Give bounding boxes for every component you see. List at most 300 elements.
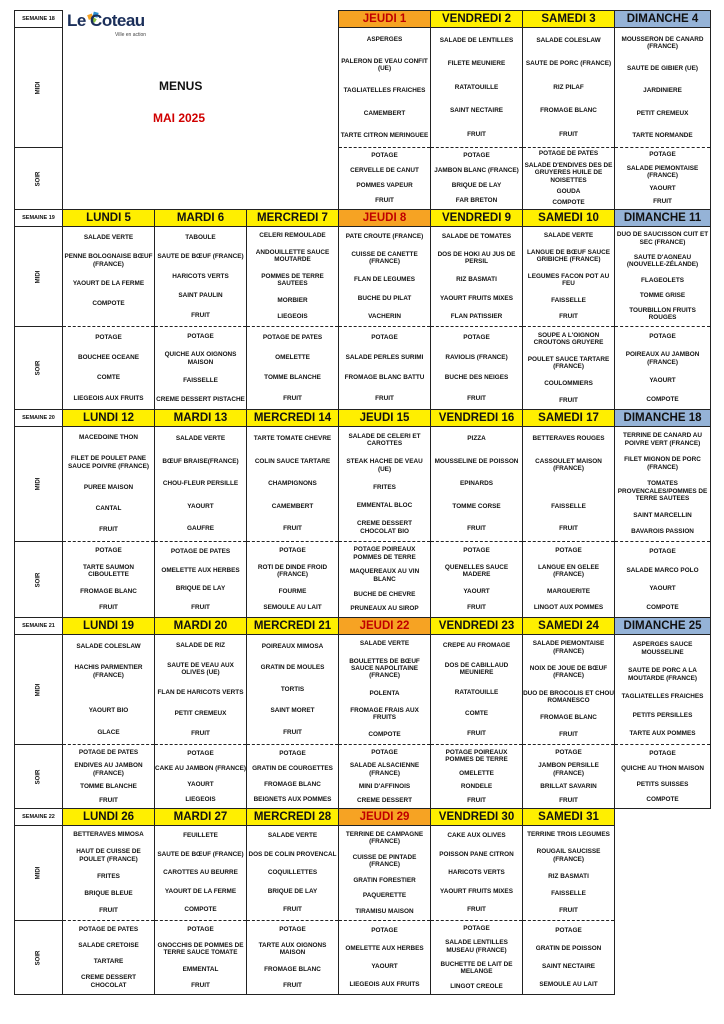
menu-item: SAINT NECTAIRE bbox=[541, 962, 596, 970]
menu-item: SEMOULE AU LAIT bbox=[539, 980, 598, 988]
menu-item: MAQUEREAUX AU VIN BLANC bbox=[349, 568, 420, 583]
meal-items bbox=[523, 636, 614, 744]
meal-items bbox=[247, 746, 338, 808]
menu-item: ANDOUILLETTE SAUCE MOUTARDE bbox=[255, 248, 330, 264]
menu-item: FRUIT bbox=[559, 907, 578, 915]
midi-cell bbox=[155, 227, 247, 327]
menu-item: BETTERAVES MIMOSA bbox=[73, 831, 144, 839]
menu-item: POTAGE bbox=[187, 332, 214, 340]
menu-item: SEMOULE AU LAIT bbox=[263, 604, 322, 612]
day-header: SAMEDI 17 bbox=[523, 410, 615, 427]
menu-item: FILET DE POULET PANE SAUCE POIVRE (FRANCE) bbox=[68, 455, 149, 470]
menu-item: FRUIT bbox=[559, 731, 578, 739]
day-header: SAMEDI 10 bbox=[523, 210, 615, 227]
meal-items bbox=[339, 149, 430, 209]
meal-items bbox=[155, 746, 246, 808]
soir-cell bbox=[523, 542, 615, 618]
menu-item: SAUTE DE BŒUF (FRANCE) bbox=[157, 850, 244, 858]
menu-item: FROMAGE BLANC bbox=[264, 780, 321, 788]
menu-item: YAOURT bbox=[371, 962, 398, 970]
menu-item: COMPOTE bbox=[646, 603, 679, 611]
midi-cell bbox=[431, 826, 523, 921]
menu-item: FROMAGE FRAIS AUX FRUITS bbox=[350, 706, 419, 722]
menu-item: TORTIS bbox=[280, 685, 305, 693]
menu-item: TOMME CORSE bbox=[452, 502, 501, 510]
menu-item: POMMES DE TERRE SAUTEES bbox=[261, 272, 324, 288]
menu-item: TOMME BLANCHE bbox=[80, 783, 137, 791]
midi-cell bbox=[339, 227, 431, 327]
soir-cell bbox=[155, 745, 247, 809]
meal-items bbox=[615, 428, 710, 541]
meal-items bbox=[615, 746, 710, 808]
empty-cell bbox=[615, 809, 711, 995]
menu-item: SALADE VERTE bbox=[543, 232, 594, 240]
menu-item: RIZ BASMATI bbox=[548, 872, 589, 880]
menu-item: CUISSE DE CANETTE (FRANCE) bbox=[351, 250, 418, 266]
menu-item: SOUPE A L'OIGNON CROUTONS GRUYERE bbox=[533, 332, 604, 347]
menu-item: POTAGE bbox=[649, 332, 676, 340]
menu-item: FAISSELLE bbox=[551, 296, 586, 304]
menu-item: COMPOTE bbox=[552, 199, 585, 207]
meal-items bbox=[247, 922, 338, 994]
menu-item: MORBIER bbox=[277, 296, 308, 304]
midi-row-label bbox=[15, 826, 63, 921]
menu-item: YAOURT bbox=[463, 587, 490, 595]
menu-item: PALERON DE VEAU CONFIT (UE) bbox=[341, 57, 428, 73]
menu-item: BŒUF BRAISE(FRANCE) bbox=[162, 457, 239, 465]
day-header: SAMEDI 3 bbox=[523, 11, 615, 28]
menu-item: FRUIT bbox=[283, 394, 302, 402]
menu-item: YAOURT FRUITS MIXES bbox=[440, 294, 513, 302]
soir-cell bbox=[615, 148, 711, 210]
menu-item: BRIQUE DE LAY bbox=[175, 585, 226, 593]
menu-item: CREME DESSERT PISTACHE bbox=[156, 395, 245, 403]
day-header: MERCREDI 7 bbox=[247, 210, 339, 227]
midi-cell bbox=[63, 427, 155, 542]
midi-cell bbox=[431, 427, 523, 542]
menu-item: FRUIT bbox=[467, 906, 486, 914]
menu-item: CERVELLE DE CANUT bbox=[350, 167, 419, 175]
menu-item: FRUIT bbox=[99, 907, 118, 915]
menu-item: HACHIS PARMENTIER (FRANCE) bbox=[74, 664, 143, 679]
soir-cell bbox=[431, 542, 523, 618]
day-header: MERCREDI 21 bbox=[247, 618, 339, 635]
menu-item: FRUIT bbox=[375, 394, 394, 402]
midi-cell bbox=[247, 635, 339, 745]
meal-items bbox=[523, 827, 614, 920]
soir-cell bbox=[615, 327, 711, 410]
menu-item: BAVAROIS PASSION bbox=[631, 528, 694, 536]
soir-cell bbox=[615, 542, 711, 618]
menu-item: SALADE D'ENDIVES DES DE GRUYERES HUILE DE NOISETTES bbox=[524, 161, 613, 184]
menu-item: FLAN DE HARICOTS VERTS bbox=[157, 689, 244, 697]
menu-item: PIZZA bbox=[467, 435, 486, 443]
soir-cell bbox=[523, 327, 615, 410]
menu-item: POTAGE bbox=[279, 925, 306, 933]
menu-item: FRUIT bbox=[283, 906, 302, 914]
menu-item: SALADE DE RIZ bbox=[176, 641, 225, 649]
menu-item: FAISSELLE bbox=[183, 377, 218, 385]
menu-item: GAUFRE bbox=[187, 525, 214, 533]
menu-item: COMPOTE bbox=[646, 395, 679, 403]
soir-cell bbox=[523, 148, 615, 210]
day-header: VENDREDI 2 bbox=[431, 11, 523, 28]
menu-item: BUCHE DU PILAT bbox=[357, 294, 412, 302]
menu-item: TAGLIATELLES FRAICHES bbox=[621, 693, 704, 701]
menu-item: PENNE BOLOGNAISE BŒUF (FRANCE) bbox=[64, 253, 153, 268]
menu-item: YAOURT BIO bbox=[88, 707, 129, 715]
menu-item: YAOURT FRUITS MIXES bbox=[440, 887, 513, 895]
soir-row-label bbox=[15, 327, 63, 410]
menu-item: GRATIN DE MOULES bbox=[260, 664, 325, 672]
meal-items bbox=[155, 328, 246, 409]
meal-items bbox=[247, 428, 338, 541]
menu-item: TOMME BLANCHE bbox=[264, 374, 321, 382]
meal-items bbox=[155, 228, 246, 326]
menu-item: TERRINE DE CAMPAGNE (FRANCE) bbox=[345, 830, 424, 846]
menu-item: POTAGE bbox=[649, 548, 676, 556]
menu-item: SALADE PIEMONTAISE (FRANCE) bbox=[626, 164, 699, 179]
meal-items bbox=[339, 228, 430, 326]
day-header: JEUDI 1 bbox=[339, 11, 431, 28]
day-header: JEUDI 29 bbox=[339, 809, 431, 826]
menu-item: HARICOTS VERTS bbox=[448, 869, 505, 877]
menu-item: RATATOUILLE bbox=[454, 83, 499, 91]
meal-items bbox=[63, 827, 154, 920]
menu-item: TIRAMISU MAISON bbox=[355, 907, 414, 915]
menu-item: FILET MIGNON DE PORC (FRANCE) bbox=[624, 456, 701, 471]
month-label: MAI 2025 bbox=[153, 110, 206, 125]
menu-item: SAINT MARCELLIN bbox=[633, 511, 692, 519]
menu-item: YAOURT DE LA FERME bbox=[72, 280, 145, 288]
menu-item: CANTAL bbox=[95, 505, 122, 513]
menu-item: FRUIT bbox=[559, 396, 578, 404]
midi-cell bbox=[615, 227, 711, 327]
soir-label: SOIR bbox=[35, 360, 42, 376]
menu-item: GRATIN DE COURGETTES bbox=[252, 765, 333, 773]
midi-row-label bbox=[15, 28, 63, 148]
menu-item: HAUT DE CUISSE DE POULET (FRANCE) bbox=[76, 848, 141, 863]
menu-item: FRUIT bbox=[559, 796, 578, 804]
day-header: MARDI 20 bbox=[155, 618, 247, 635]
menu-item: PETIT CREMEUX bbox=[636, 109, 689, 117]
menu-item: OMELETTE bbox=[459, 769, 494, 777]
meal-items bbox=[339, 29, 430, 147]
day-header: LUNDI 12 bbox=[63, 410, 155, 427]
menu-item: GRATIN DE POISSON bbox=[535, 944, 602, 952]
menu-item: CAKE AU JAMBON (FRANCE) bbox=[155, 765, 247, 773]
meal-items bbox=[63, 228, 154, 326]
meal-items bbox=[63, 428, 154, 541]
menu-item: COLIN SAUCE TARTARE bbox=[254, 457, 331, 465]
menu-item: FAISSELLE bbox=[551, 890, 586, 898]
menu-item: DOS DE HOKI AU JUS DE PERSIL bbox=[437, 250, 516, 266]
menu-item: POTAGE bbox=[279, 547, 306, 555]
menu-item: FRUIT bbox=[559, 130, 578, 138]
menu-item: BOUCHEE OCEANE bbox=[77, 354, 140, 362]
menu-item: BRILLAT SAVARIN bbox=[540, 783, 597, 791]
midi-cell bbox=[339, 427, 431, 542]
menu-item: QUICHE AUX OIGNONS MAISON bbox=[164, 351, 237, 366]
midi-cell bbox=[339, 826, 431, 921]
menu-item: FROMAGE BLANC bbox=[264, 965, 321, 973]
midi-cell bbox=[523, 427, 615, 542]
menu-item: TARTE AUX OIGNONS MAISON bbox=[258, 942, 327, 957]
meal-items bbox=[155, 636, 246, 744]
soir-row-label bbox=[15, 745, 63, 809]
logo-subtitle: Ville en action bbox=[115, 31, 147, 38]
menu-item: POTAGE bbox=[555, 926, 582, 934]
menu-item: SAUTE DE PORC A LA MOUTARDE (FRANCE) bbox=[627, 667, 698, 682]
menu-item: POTAGE bbox=[463, 152, 490, 160]
menu-item: POTAGE bbox=[95, 547, 122, 555]
menu-item: BETTERAVES ROUGES bbox=[532, 435, 605, 443]
menu-item: POTAGE DE PATES bbox=[78, 925, 139, 933]
meal-items bbox=[523, 922, 614, 994]
menu-grid bbox=[14, 10, 711, 995]
menu-item: SALADE PIEMONTAISE (FRANCE) bbox=[532, 640, 605, 655]
menu-item: FROMAGE BLANC bbox=[540, 107, 597, 115]
menu-item: COMTE bbox=[96, 374, 121, 382]
menu-item: FRUIT bbox=[191, 981, 210, 989]
day-header: JEUDI 8 bbox=[339, 210, 431, 227]
soir-cell bbox=[155, 327, 247, 410]
day-header: DIMANCHE 25 bbox=[615, 618, 711, 635]
midi-label: MIDI bbox=[35, 866, 42, 880]
midi-cell bbox=[615, 427, 711, 542]
menu-item: GRATIN FORESTIER bbox=[353, 876, 416, 884]
menu-item: TAGLIATELLES FRAICHES bbox=[343, 87, 426, 95]
menu-item: FRUIT bbox=[283, 981, 302, 989]
menu-item: FOURME bbox=[278, 587, 307, 595]
menu-item: CREPE AU FROMAGE bbox=[442, 641, 511, 649]
meal-items bbox=[615, 328, 710, 409]
logo bbox=[65, 11, 165, 39]
midi-cell bbox=[63, 227, 155, 327]
menu-item: POTAGE bbox=[95, 333, 122, 341]
menu-item: QUICHE AU THON MAISON bbox=[621, 765, 704, 773]
menu-item: MOUSSERON DE CANARD (FRANCE) bbox=[621, 35, 704, 51]
menu-item: FRUIT bbox=[99, 796, 118, 804]
soir-cell bbox=[155, 542, 247, 618]
menu-item: SALADE LENTILLES MUSEAU (FRANCE) bbox=[445, 939, 508, 954]
meal-items bbox=[155, 827, 246, 920]
soir-row-label bbox=[15, 148, 63, 210]
menu-item: SALADE COLESLAW bbox=[536, 36, 601, 44]
menu-item: POTAGE bbox=[555, 748, 582, 756]
midi-cell bbox=[339, 28, 431, 148]
day-header: SAMEDI 24 bbox=[523, 618, 615, 635]
menu-item: FAR BRETON bbox=[455, 197, 498, 205]
menu-item: YAOURT bbox=[649, 377, 676, 385]
menu-item: LIEGEOIS bbox=[277, 313, 308, 321]
day-header: VENDREDI 30 bbox=[431, 809, 523, 826]
meal-items bbox=[431, 827, 522, 920]
midi-cell bbox=[615, 635, 711, 745]
soir-cell bbox=[431, 148, 523, 210]
menu-item: TARTE NORMANDE bbox=[632, 131, 693, 139]
menu-item: POTAGE bbox=[187, 925, 214, 933]
menu-item: SALADE DE LENTILLES bbox=[439, 36, 514, 44]
menu-item: TARTE SAUMON CIBOULETTE bbox=[82, 563, 134, 579]
meal-items bbox=[155, 922, 246, 994]
meal-items bbox=[431, 428, 522, 541]
menu-item: DUO DE BROCOLIS ET CHOU ROMANESCO bbox=[523, 689, 614, 704]
menu-item: FRUIT bbox=[99, 526, 118, 534]
menu-item: NOIX DE JOUE DE BŒUF (FRANCE) bbox=[529, 664, 608, 680]
menu-item: ROTI DE DINDE FROID (FRANCE) bbox=[257, 563, 328, 579]
soir-cell bbox=[247, 745, 339, 809]
menu-item: SALADE COLESLAW bbox=[76, 642, 141, 650]
soir-cell bbox=[63, 327, 155, 410]
menu-item: POTAGE DE PATES bbox=[170, 548, 231, 556]
menu-item: OMELETTE bbox=[275, 354, 310, 362]
menu-item: PETIT CREMEUX bbox=[174, 709, 227, 717]
menu-item: POTAGE DE PATES bbox=[78, 748, 139, 756]
menu-item: MINI D'AFFINOIS bbox=[358, 783, 411, 791]
meal-items bbox=[339, 543, 430, 617]
menu-item: SALADE DE TOMATES bbox=[441, 232, 512, 240]
midi-cell bbox=[523, 826, 615, 921]
day-header: JEUDI 22 bbox=[339, 618, 431, 635]
menu-item: LEGUMES FACON POT AU FEU bbox=[527, 272, 610, 288]
menu-item: FRUIT bbox=[467, 394, 486, 402]
menu-item: ASPERGES bbox=[366, 35, 403, 43]
menu-item: SALADE DE CELERI ET CAROTTES bbox=[348, 432, 421, 448]
menu-item: MACEDOINE THON bbox=[79, 434, 138, 442]
week-label: SEMAINE 22 bbox=[15, 809, 63, 826]
soir-label: SOIR bbox=[35, 769, 42, 784]
meal-items bbox=[431, 636, 522, 744]
midi-row-label bbox=[15, 227, 63, 327]
midi-row-label bbox=[15, 635, 63, 745]
midi-cell bbox=[63, 635, 155, 745]
menu-item: SALADE MARCO POLO bbox=[626, 566, 699, 574]
menu-item: SALADE CRETOISE bbox=[78, 942, 139, 949]
menu-item: SAINT NECTAIRE bbox=[449, 107, 504, 115]
menu-item: FRITES bbox=[97, 872, 120, 880]
menu-item: TERRINE TROIS LEGUMES bbox=[527, 831, 610, 839]
menu-item: COMPOTE bbox=[368, 731, 401, 739]
meal-items bbox=[431, 543, 522, 617]
menu-item: POTAGE bbox=[463, 547, 490, 555]
soir-label: SOIR bbox=[35, 171, 42, 186]
soir-cell bbox=[247, 327, 339, 410]
menu-item: POTAGE bbox=[555, 547, 582, 555]
menu-item: FRUIT bbox=[467, 130, 486, 138]
menu-item: CELERI REMOULADE bbox=[259, 232, 326, 240]
meal-items bbox=[431, 149, 522, 209]
menu-item: BUCHETTE DE LAIT DE MELANGE bbox=[440, 960, 513, 976]
soir-label: SOIR bbox=[35, 572, 42, 587]
menu-item: FRUIT bbox=[467, 604, 486, 612]
soir-cell bbox=[63, 542, 155, 618]
menu-item: BRIQUE BLEUE bbox=[84, 890, 133, 898]
menu-item: LIEGEOIS bbox=[185, 796, 216, 804]
menu-item: FRUIT bbox=[559, 525, 578, 533]
soir-cell bbox=[339, 327, 431, 410]
midi-label: MIDI bbox=[35, 81, 42, 94]
meal-items bbox=[63, 543, 154, 617]
menu-item: EMMENTAL bbox=[182, 965, 219, 973]
menu-item: POTAGE DE PATES bbox=[262, 333, 323, 341]
menu-item: CAROTTES AU BEURRE bbox=[163, 869, 238, 877]
soir-cell bbox=[339, 745, 431, 809]
menu-item: JAMBON BLANC (FRANCE) bbox=[434, 167, 519, 175]
meal-items bbox=[523, 228, 614, 326]
menu-item: FAISSELLE bbox=[551, 502, 586, 510]
menu-item: BUCHE DE CHEVRE bbox=[353, 590, 416, 598]
day-header: DIMANCHE 18 bbox=[615, 410, 711, 427]
midi-cell bbox=[431, 227, 523, 327]
soir-cell bbox=[431, 327, 523, 410]
day-header: LUNDI 26 bbox=[63, 809, 155, 826]
menu-item: SAUTE DE GIBIER (UE) bbox=[627, 65, 699, 73]
menu-item: JARDINIERE bbox=[643, 87, 682, 95]
meal-items bbox=[247, 636, 338, 744]
midi-cell bbox=[247, 826, 339, 921]
menu-item: CREME DESSERT CHOCOLAT bbox=[80, 974, 137, 989]
menu-item: GLACE bbox=[97, 728, 120, 736]
meal-items bbox=[615, 636, 710, 744]
menu-item: FILETE MEUNIERE bbox=[447, 60, 506, 68]
meal-items bbox=[431, 922, 522, 994]
menu-item: STEAK HACHE DE VEAU (UE) bbox=[346, 458, 423, 473]
menu-item: SALADE PERLES SURIMI bbox=[345, 354, 424, 362]
midi-cell bbox=[247, 227, 339, 327]
menu-item: LINGOT CREOLE bbox=[450, 982, 503, 990]
midi-label: MIDI bbox=[35, 683, 42, 696]
meal-items bbox=[247, 827, 338, 920]
menu-item: JAMBON PERSILLE (FRANCE) bbox=[538, 762, 599, 777]
meal-items bbox=[339, 827, 430, 920]
menu-item: POTAGE DE PATES bbox=[538, 150, 599, 158]
meal-items bbox=[523, 328, 614, 409]
week-label: SEMAINE 19 bbox=[15, 210, 63, 227]
menu-item: TERRINE DE CANARD AU POIVRE VERT (FRANCE) bbox=[623, 432, 702, 447]
menu-item: FRITES bbox=[373, 484, 396, 491]
menu-item: FLAN DE LEGUMES bbox=[353, 276, 416, 284]
logo-text: Le Coteau bbox=[67, 10, 145, 30]
menu-item: FEUILLETE bbox=[183, 832, 218, 840]
menu-item: FRUIT bbox=[467, 525, 486, 533]
menu-item: RONDELE bbox=[460, 783, 493, 791]
meal-items bbox=[615, 228, 710, 326]
menu-item: VACHERIN bbox=[368, 312, 401, 320]
header-block bbox=[63, 11, 338, 209]
soir-cell bbox=[63, 921, 155, 995]
menu-item: COQUILLETTES bbox=[267, 869, 318, 877]
menu-item: YAOURT bbox=[187, 502, 214, 510]
menu-item: SALADE VERTE bbox=[267, 832, 318, 840]
day-header: LUNDI 5 bbox=[63, 210, 155, 227]
day-header: JEUDI 15 bbox=[339, 410, 431, 427]
menu-item: PRUNEAUX AU SIROP bbox=[350, 605, 419, 613]
midi-cell bbox=[523, 28, 615, 148]
midi-cell bbox=[339, 635, 431, 745]
day-header: MARDI 13 bbox=[155, 410, 247, 427]
menu-item: QUENELLES SAUCE MADERE bbox=[444, 563, 509, 579]
menu-item: CHAMPIGNONS bbox=[268, 480, 317, 488]
soir-cell bbox=[523, 921, 615, 995]
menu-item: CUISSE DE PINTADE (FRANCE) bbox=[352, 853, 417, 869]
menu-item: LINGOT AUX POMMES bbox=[533, 604, 604, 612]
menu-item: COULOMMIERS bbox=[544, 379, 593, 387]
menu-item: SALADE VERTE bbox=[175, 435, 226, 443]
menu-item: DOS DE CABILLAUD MEUNIERE bbox=[444, 661, 509, 677]
meal-items bbox=[431, 328, 522, 409]
menu-item: FRUIT bbox=[467, 796, 486, 804]
